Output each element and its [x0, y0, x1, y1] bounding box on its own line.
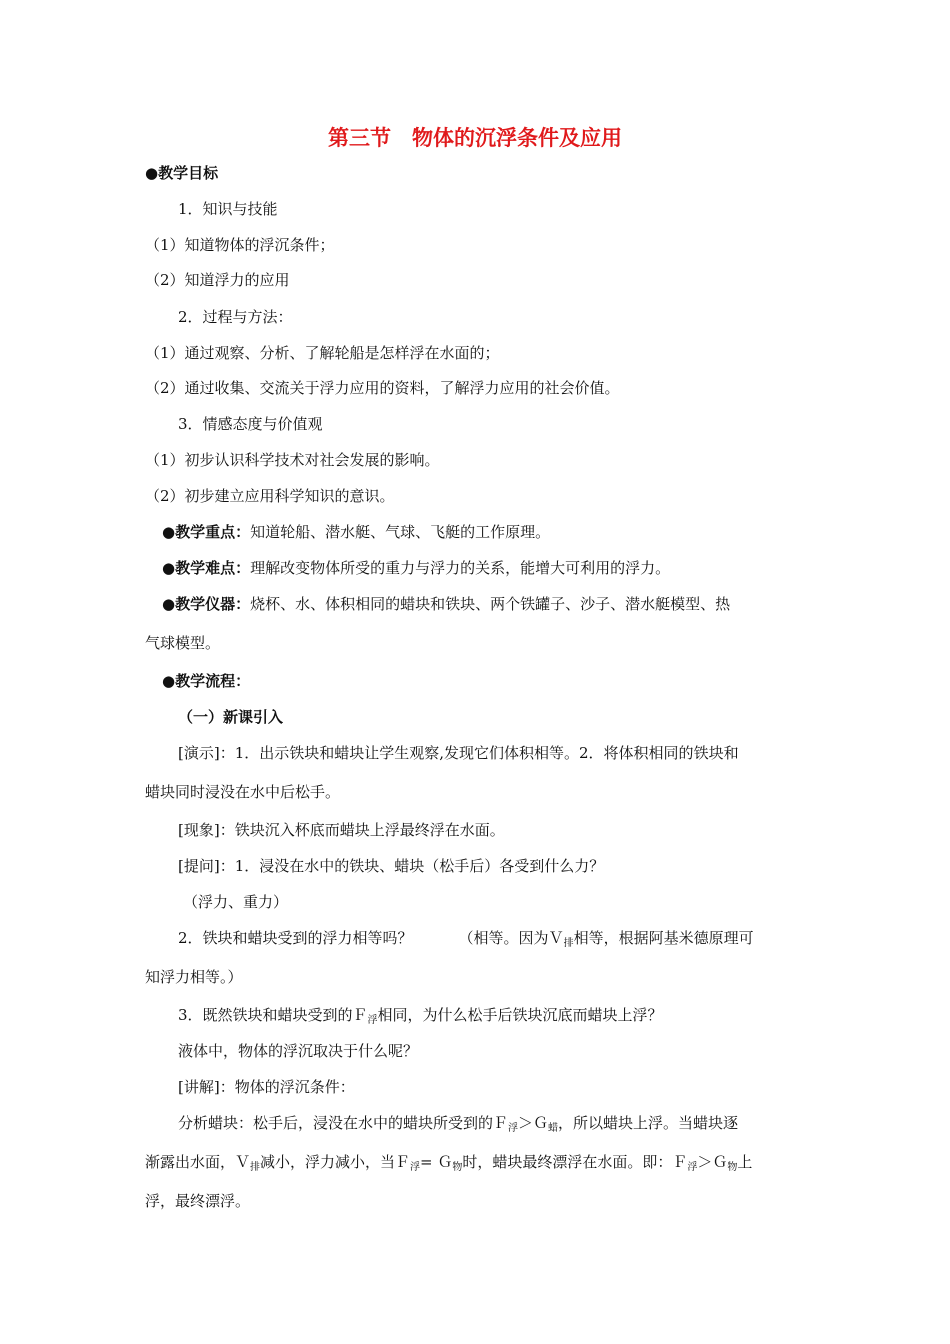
- instruments-text-cont: 气球模型。: [145, 634, 221, 652]
- page-title: 第三节 物体的沉浮条件及应用: [328, 126, 622, 150]
- difficulty: [162, 558, 670, 578]
- objective-item: （2）初步建立应用科学知识的意识。: [145, 487, 395, 505]
- objective-section-3: 3．情感态度与价值观: [178, 415, 323, 433]
- lecture-heading: [讲解]：物体的浮沉条件：: [178, 1078, 355, 1096]
- demo-line-2: 蜡块同时浸没在水中后松手。: [145, 783, 341, 801]
- lecture-paragraph-line-3: 浮，最终漂浮。: [145, 1192, 251, 1210]
- instruments-label: ●教学仪器：: [162, 595, 251, 613]
- answer-1: （浮力、重力）: [183, 893, 289, 911]
- objective-item: （2）知道浮力的应用: [145, 271, 290, 289]
- question-1: [提问]：1．浸没在水中的铁块、蜡块（松手后）各受到什么力？: [178, 857, 605, 875]
- key-point-label: ●教学重点：: [162, 523, 251, 541]
- lecture-paragraph-line-2: 渐露出水面，Ｖ$_排$减小，浮力减小，当Ｆ$_浮$= Ｇ$_物$时，蜡块最终漂浮在水面。即：Ｆ$_浮$＞Ｇ$_物$上: [145, 1153, 753, 1173]
- objective-item: （1）知道物体的浮沉条件；: [145, 236, 335, 254]
- objective-item: （1）初步认识科学技术对社会发展的影响。: [145, 451, 440, 469]
- question-4: 液体中，物体的浮沉取决于什么呢？: [178, 1042, 419, 1060]
- objectives-heading: ●教学目标: [145, 164, 219, 182]
- intro-heading: （一）新课引入: [178, 708, 284, 726]
- objective-item: （2）通过收集、交流关于浮力应用的资料，了解浮力应用的社会价值。: [145, 379, 620, 397]
- objective-section-1: 1．知识与技能: [178, 200, 278, 218]
- difficulty-label: ●教学难点：: [162, 559, 251, 577]
- instruments: [162, 594, 730, 614]
- key-point-text: 知道轮船、潜水艇、气球、飞艇的工作原理。: [250, 523, 551, 541]
- instruments-text: 烧杯、水、体积相同的蜡块和铁块、两个铁罐子、沙子、潜水艇模型、热: [250, 595, 731, 613]
- objective-section-2: 2．过程与方法：: [178, 308, 293, 326]
- answer-2: 知浮力相等。）: [145, 968, 243, 986]
- key-point: [162, 522, 550, 542]
- phenomenon: [现象]：铁块沉入杯底而蜡块上浮最终浮在水面。: [178, 821, 505, 839]
- process-heading: ●教学流程：: [162, 672, 251, 690]
- question-3: 3．既然铁块和蜡块受到的Ｆ$_浮$相同，为什么松手后铁块沉底而蜡块上浮？: [178, 1006, 663, 1026]
- lecture-paragraph-line-1: 分析蜡块：松手后，浸没在水中的蜡块所受到的Ｆ$_浮$＞Ｇ$_蜡$，所以蜡块上浮。当蜡块逐: [178, 1114, 739, 1134]
- question-2: 2．铁块和蜡块受到的浮力相等吗？ （相等。因为Ｖ$_排$相等，根据阿基米德原理可: [178, 929, 754, 949]
- demo-line-1: [演示]：1．出示铁块和蜡块让学生观察,发现它们体积相等。2．将体积相同的铁块和: [178, 744, 739, 762]
- difficulty-text: 理解改变物体所受的重力与浮力的关系，能增大可利用的浮力。: [250, 559, 671, 577]
- objective-item: （1）通过观察、分析、了解轮船是怎样浮在水面的；: [145, 344, 500, 362]
